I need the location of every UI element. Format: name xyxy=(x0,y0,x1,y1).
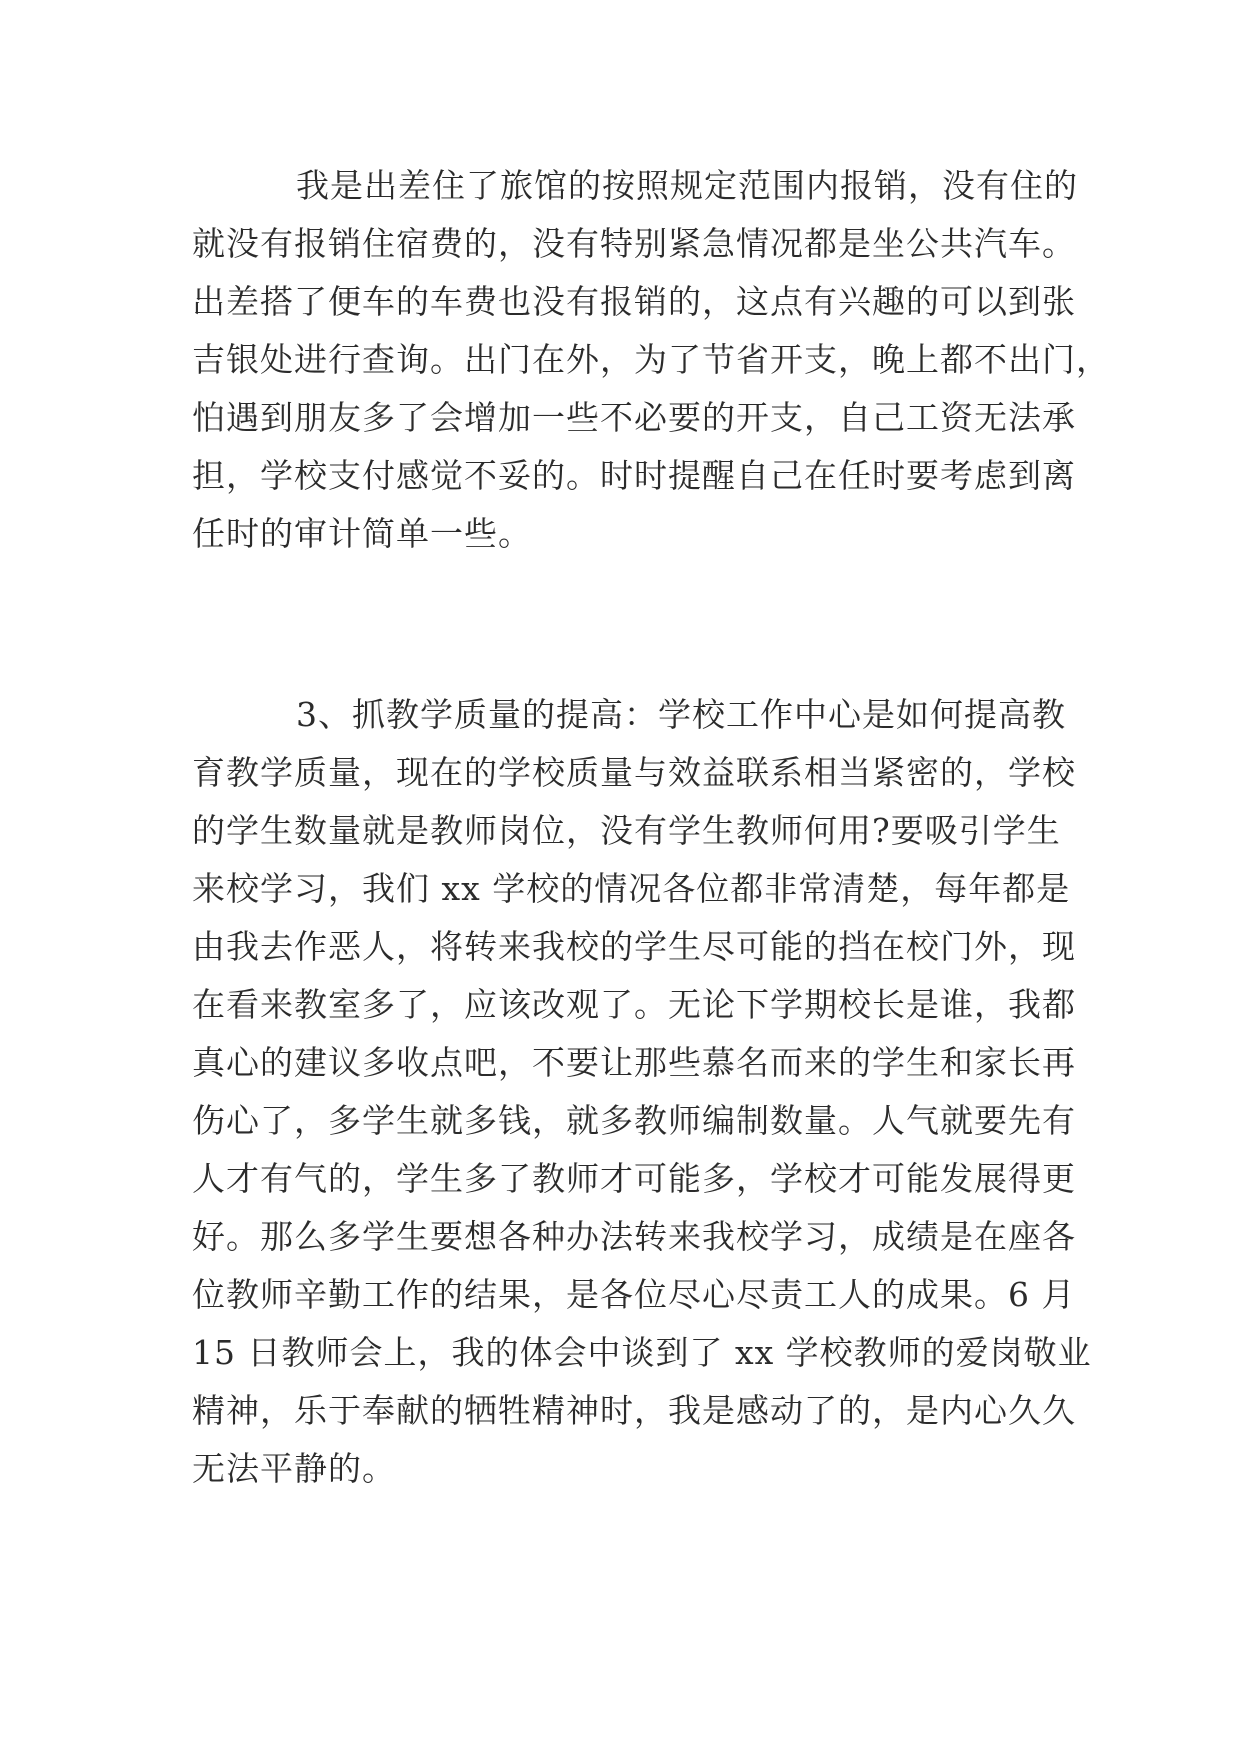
paragraph-line: 任时的审计简单一些。 xyxy=(192,514,532,553)
paragraph-line: 我是出差住了旅馆的按照规定范围内报销，没有住的 xyxy=(296,166,1078,205)
paragraph-line: 人才有气的，学生多了教师才可能多，学校才可能发展得更 xyxy=(192,1159,1076,1198)
paragraph-travel-expenses xyxy=(192,157,1110,563)
paragraph-line: 育教学质量，现在的学校质量与效益联系相当紧密的，学校 xyxy=(192,753,1076,792)
paragraph-line: 位教师辛勤工作的结果，是各位尽心尽责工人的成果。6 月 xyxy=(192,1275,1076,1314)
paragraph-line: 就没有报销住宿费的，没有特别紧急情况都是坐公共汽车。 xyxy=(192,224,1076,263)
paragraph-line: 真心的建议多收点吧，不要让那些慕名而来的学生和家长再 xyxy=(192,1043,1076,1082)
paragraph-line: 好。那么多学生要想各种办法转来我校学习，成绩是在座各 xyxy=(192,1217,1076,1256)
paragraph-line: 15 日教师会上，我的体会中谈到了 xx 学校教师的爱岗敬业 xyxy=(192,1333,1092,1372)
paragraph-line: 精神，乐于奉献的牺牲精神时，我是感动了的，是内心久久 xyxy=(192,1391,1076,1430)
paragraph-line: 无法平静的。 xyxy=(192,1449,396,1488)
paragraph-line: 在看来教室多了，应该改观了。无论下学期校长是谁，我都 xyxy=(192,985,1076,1024)
paragraph-line: 来校学习，我们 xx 学校的情况各位都非常清楚，每年都是 xyxy=(192,869,1071,908)
paragraph-teaching-quality xyxy=(192,686,1092,1498)
paragraph-line: 3、抓教学质量的提高：学校工作中心是如何提高教 xyxy=(296,695,1066,734)
paragraph-line: 吉银处进行查询。出门在外，为了节省开支，晚上都不出门， xyxy=(192,340,1110,379)
paragraph-line: 担，学校支付感觉不妥的。时时提醒自己在任时要考虑到离 xyxy=(192,456,1076,495)
paragraph-line: 出差搭了便车的车费也没有报销的，这点有兴趣的可以到张 xyxy=(192,282,1076,321)
paragraph-line: 的学生数量就是教师岗位，没有学生教师何用?要吸引学生 xyxy=(192,811,1061,850)
paragraph-line: 伤心了，多学生就多钱，就多教师编制数量。人气就要先有 xyxy=(192,1101,1076,1140)
paragraph-line: 怕遇到朋友多了会增加一些不必要的开支，自己工资无法承 xyxy=(192,398,1076,437)
paragraph-line: 由我去作恶人，将转来我校的学生尽可能的挡在校门外，现 xyxy=(192,927,1076,966)
